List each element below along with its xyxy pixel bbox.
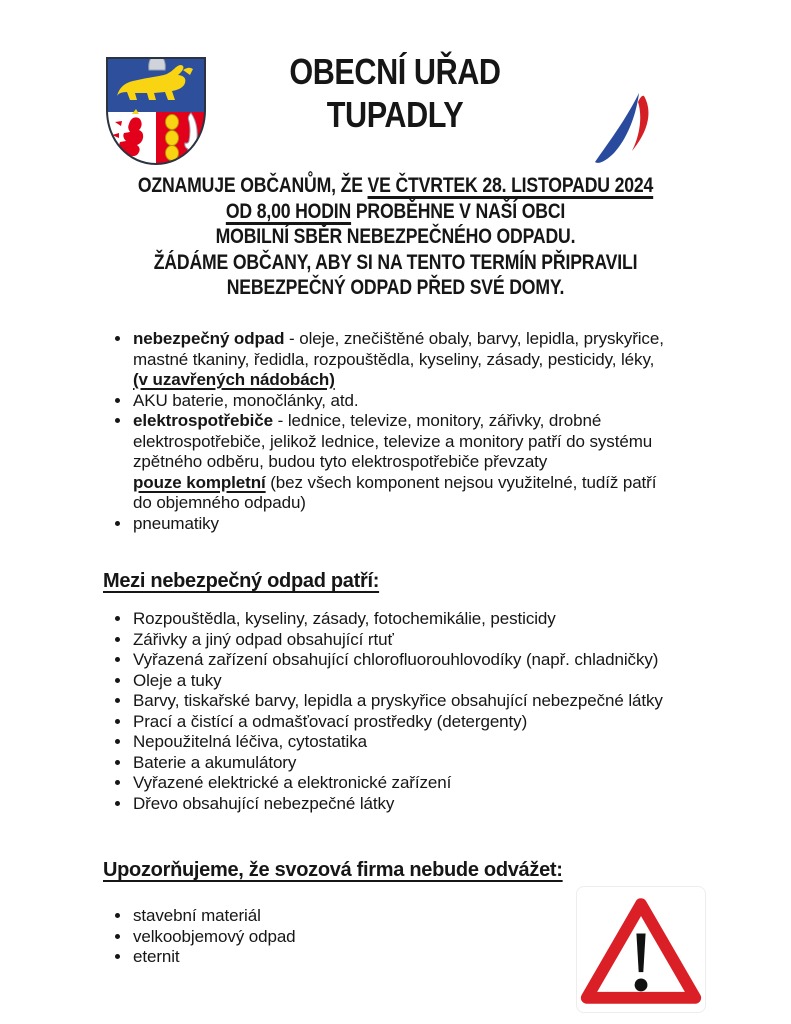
not-collected-heading: Upozorňujeme, že svozová firma nebude odvážet: <box>103 859 563 881</box>
collected-item: • pneumatiky <box>132 514 780 535</box>
hazardous-item: • Barvy, tiskařské barvy, lepidla a pryskyřice obsahující nebezpečné látky <box>132 691 780 712</box>
not-collected-item: • velkoobjemový odpad <box>132 927 552 948</box>
announcement-line: MOBILNÍ SBĚR NEBEZPEČNÉHO ODPADU. <box>215 225 576 248</box>
announcement-line: NEBEZPEČNÝ ODPAD PŘED SVÉ DOMY. <box>226 276 565 299</box>
hazardous-items-list <box>103 609 780 814</box>
warning-image-frame <box>576 886 706 1013</box>
hazardous-item: • Dřevo obsahující nebezpečné látky <box>132 794 780 815</box>
hazardous-item: • Nepoužitelná léčiva, cytostatika <box>132 732 780 753</box>
announcement <box>63 173 727 301</box>
announcement-line: OZNAMUJE OBČANŮM, ŽE VE ČTVRTEK 28. LISTOPADU 2024 <box>137 174 654 197</box>
collected-items-list <box>103 329 780 534</box>
hazardous-item: • Zářivky a jiný odpad obsahující rtuť <box>132 630 780 651</box>
hazardous-item: • Rozpouštědla, kyseliny, zásady, fotochemikálie, pesticidy <box>132 609 780 630</box>
hazardous-item: • Prací a čistící a odmašťovací prostředky (detergenty) <box>132 712 780 733</box>
hazardous-item: • Vyřazená zařízení obsahující chlorofluorouhlovodíky (např. chladničky) <box>132 650 780 671</box>
title-line-2: TUPADLY <box>326 94 464 135</box>
title-line-1: OBECNÍ UŘAD <box>289 51 501 92</box>
collected-item: • AKU baterie, monočlánky, atd. <box>132 391 780 412</box>
collected-item: • nebezpečný odpad - oleje, znečištěné obaly, barvy, lepidla, pryskyřice, mastné tkaniny, ředidla, rozpouštědla, kyseliny, zásady, pesticidy, léky, (v uzavřených nádobách) <box>132 329 780 391</box>
not-collected-item: • stavební materiál <box>132 906 552 927</box>
not-collected-items-list <box>103 906 552 968</box>
not-collected-item: • eternit <box>132 947 552 968</box>
announcement-line: OD 8,00 HODIN PROBĚHNE V NAŠÍ OBCI <box>225 199 566 223</box>
warning-triangle-icon <box>580 895 702 1007</box>
page-title <box>229 50 561 136</box>
hazardous-item: • Oleje a tuky <box>132 671 780 692</box>
announcement-line: ŽÁDÁME OBČANY, ABY SI NA TENTO TERMÍN PŘIPRAVILI <box>153 250 638 274</box>
hazardous-item: • Baterie a akumulátory <box>132 753 780 774</box>
hazardous-heading: Mezi nebezpečný odpad patří: <box>103 570 380 592</box>
hazardous-item: • Vyřazené elektrické a elektronické zařízení <box>132 773 780 794</box>
coat-of-arms-icon <box>99 52 213 170</box>
swoosh-logo-icon <box>594 91 658 165</box>
collected-item: • elektrospotřebiče - lednice, televize, monitory, zářivky, drobné elektrospotřebiče, jelikož lednice, televize a monitory patří do systému zpětného odběru, budou tyto elektrospotřebiče převzaty pouze kompletní (bez všech komponent nejsou využitelné, tudíž patří do objemného odpadu) <box>132 411 780 514</box>
